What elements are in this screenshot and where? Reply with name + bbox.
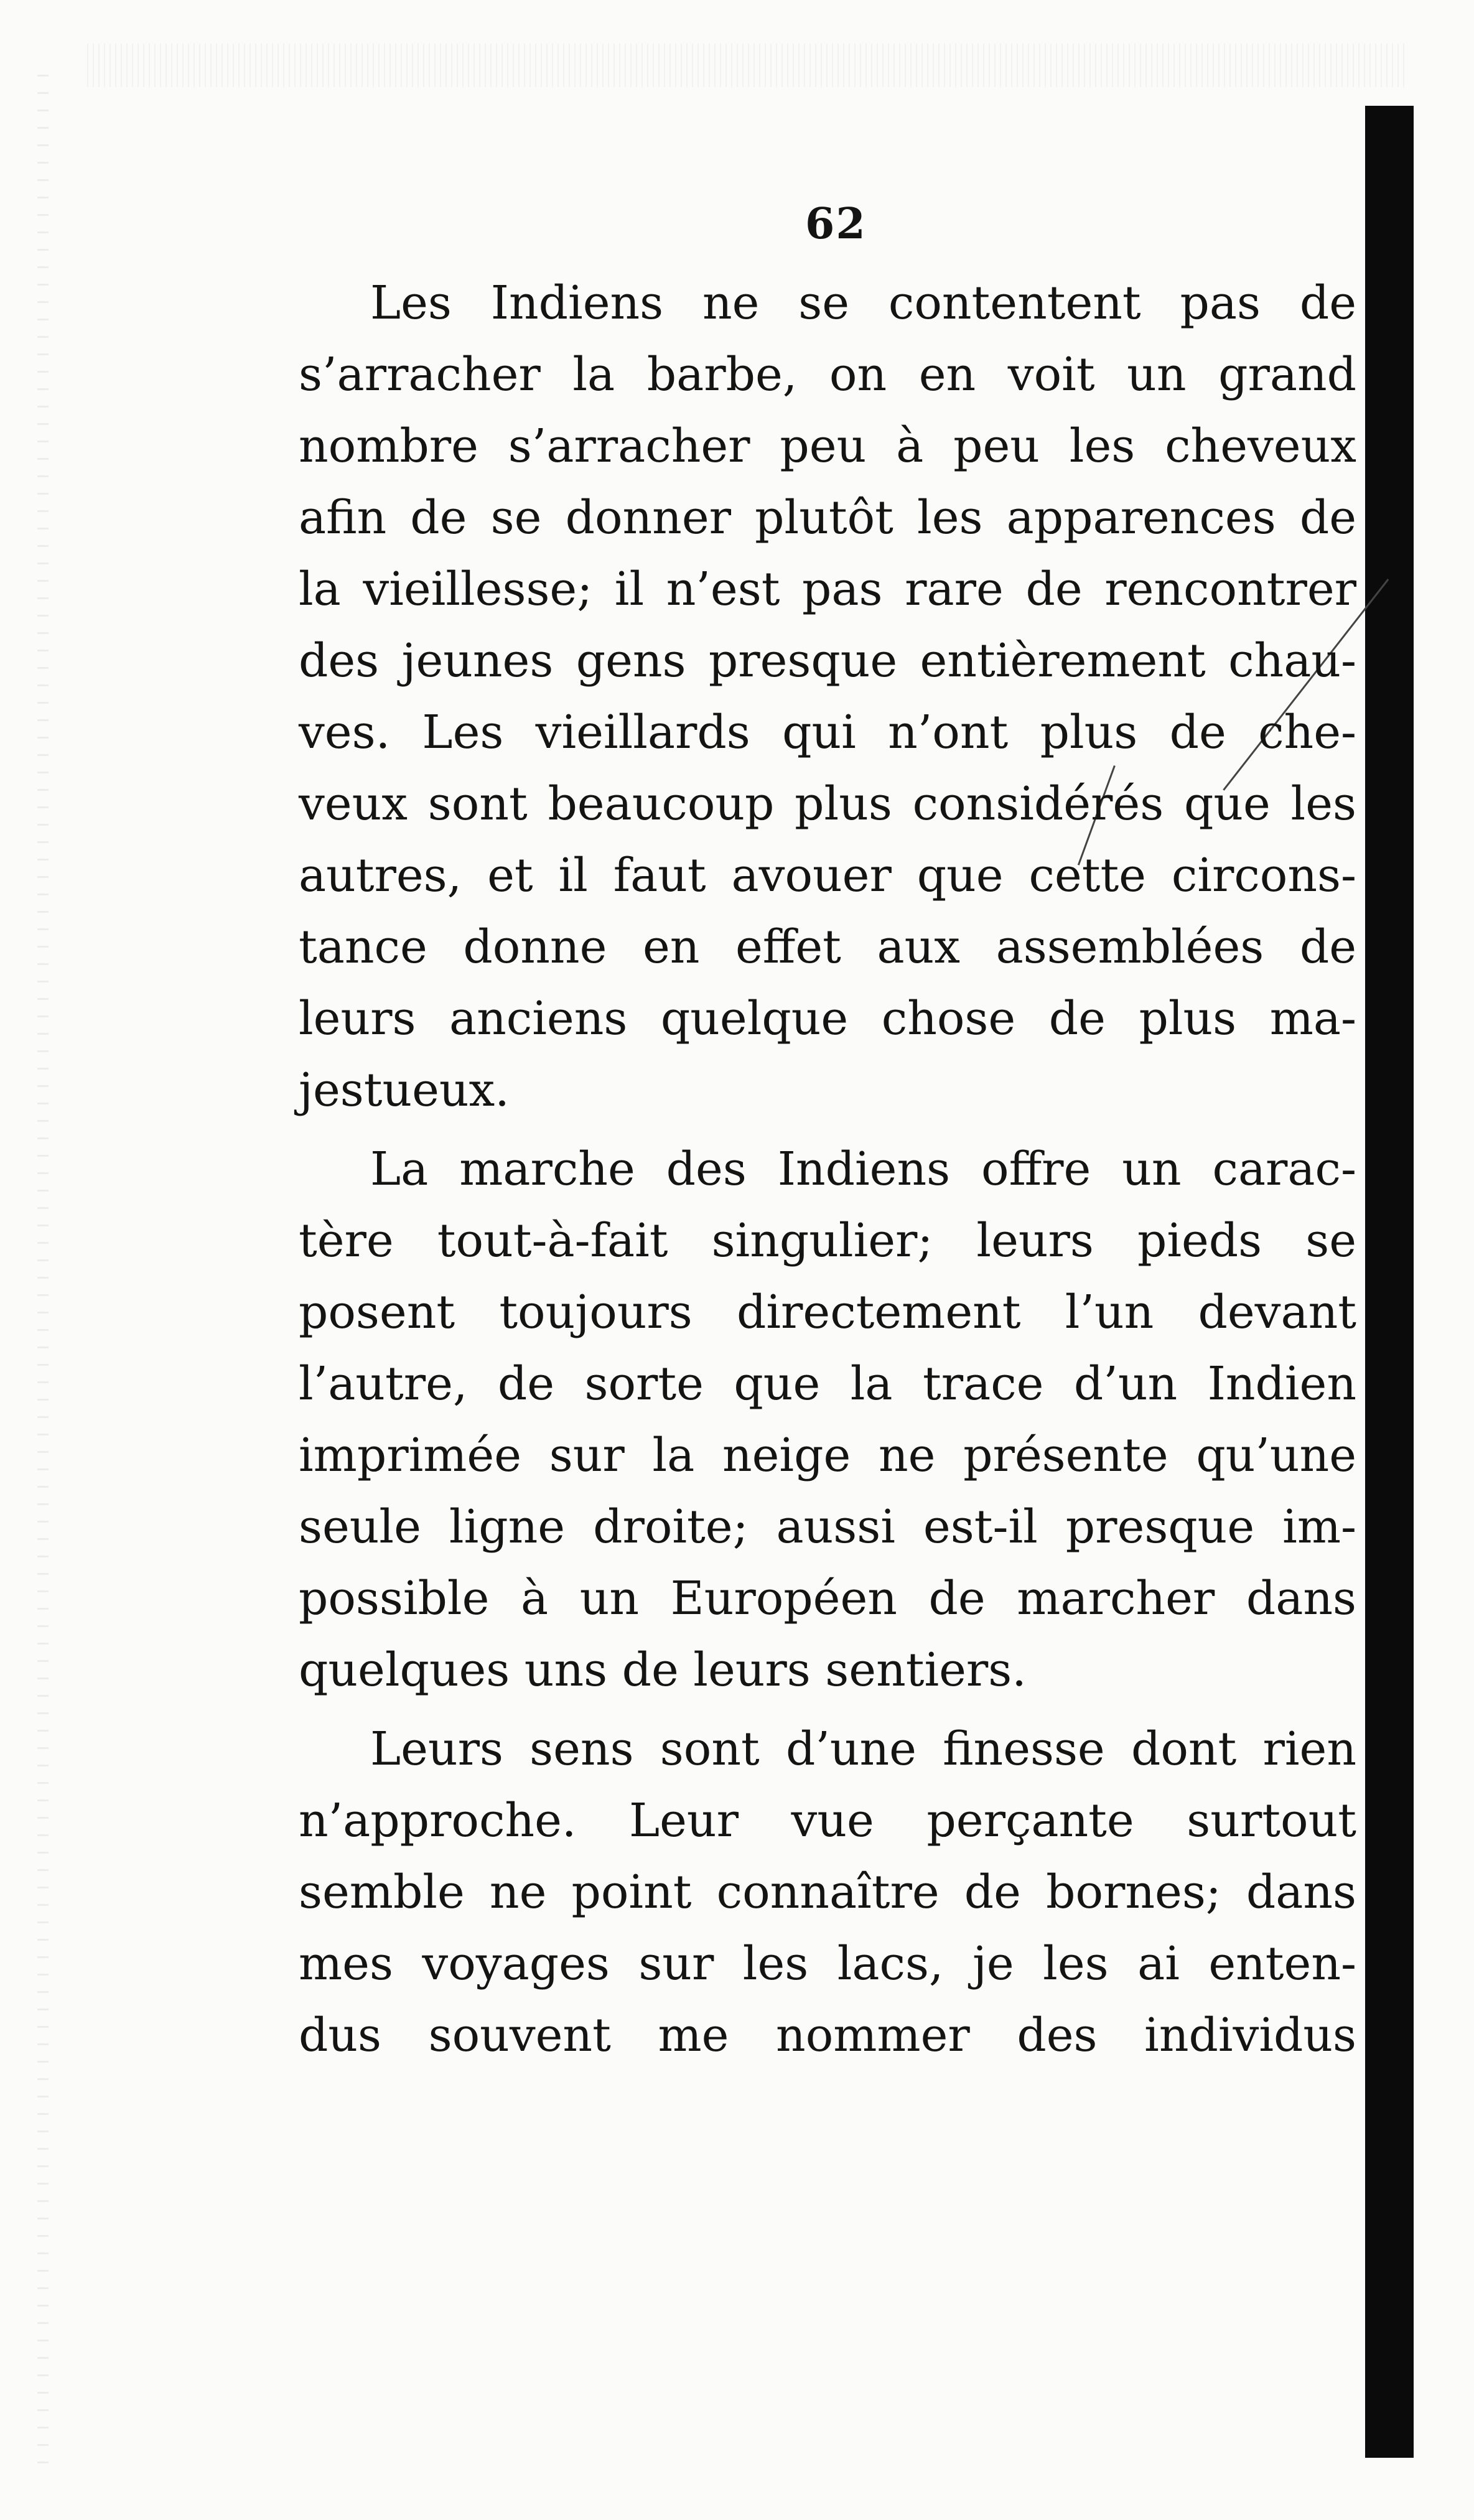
text-line: Les Indiens ne se contentent pas de (370, 276, 1356, 330)
text-line: semble ne point connaître de bornes; dans (299, 1865, 1356, 1919)
text-line: ves. Les vieillards qui n’ont plus de che- (299, 706, 1356, 759)
text-line: des jeunes gens presque entièrement chau- (299, 634, 1356, 688)
page-number: 62 (805, 199, 867, 249)
text-line: l’autre, de sorte que la trace d’un Indien (299, 1357, 1356, 1411)
paragraph-gap (299, 1706, 1356, 1714)
text-line: s’arracher la barbe, on en voit un grand (299, 348, 1356, 401)
text-line: La marche des Indiens offre un carac- (370, 1142, 1356, 1196)
text-line: quelques uns de leurs sentiers. (299, 1643, 1027, 1697)
text-line: dus souvent me nommer des individus (299, 2009, 1356, 2062)
text-line: leurs anciens quelque chose de plus ma- (299, 992, 1356, 1045)
text-line: possible à un Européen de marcher dans (299, 1572, 1356, 1625)
text-line: veux sont beaucoup plus considérés que les (299, 777, 1356, 831)
text-line: jestueux. (299, 1063, 510, 1117)
text-line: tance donne en effet aux assemblées de (299, 920, 1356, 974)
scan-noise-left (37, 75, 49, 2470)
text-line: n’approche. Leur vue perçante surtout (299, 1794, 1356, 1847)
paragraph-gap (299, 1126, 1356, 1134)
text-line: mes voyages sur les lacs, je les ai enten- (299, 1937, 1356, 1990)
scan-noise-top (87, 44, 1406, 87)
text-line: posent toujours directement l’un devant (299, 1286, 1356, 1339)
text-line: seule ligne droite; aussi est-il presque im- (299, 1500, 1356, 1554)
text-line: la vieillesse; il n’est pas rare de rencontrer (299, 562, 1356, 616)
text-line: Leurs sens sont d’une finesse dont rien (370, 1722, 1356, 1776)
text-line: tère tout-à-fait singulier; leurs pieds se (299, 1214, 1356, 1267)
body-text (299, 268, 1356, 2071)
text-line: afin de se donner plutôt les apparences de (299, 491, 1356, 544)
text-line: nombre s’arracher peu à peu les cheveux (299, 419, 1356, 473)
text-line: imprimée sur la neige ne présente qu’une (299, 1429, 1356, 1482)
binding-shadow (1365, 106, 1414, 2458)
text-line: autres, et il faut avouer que cette circons- (299, 849, 1356, 902)
